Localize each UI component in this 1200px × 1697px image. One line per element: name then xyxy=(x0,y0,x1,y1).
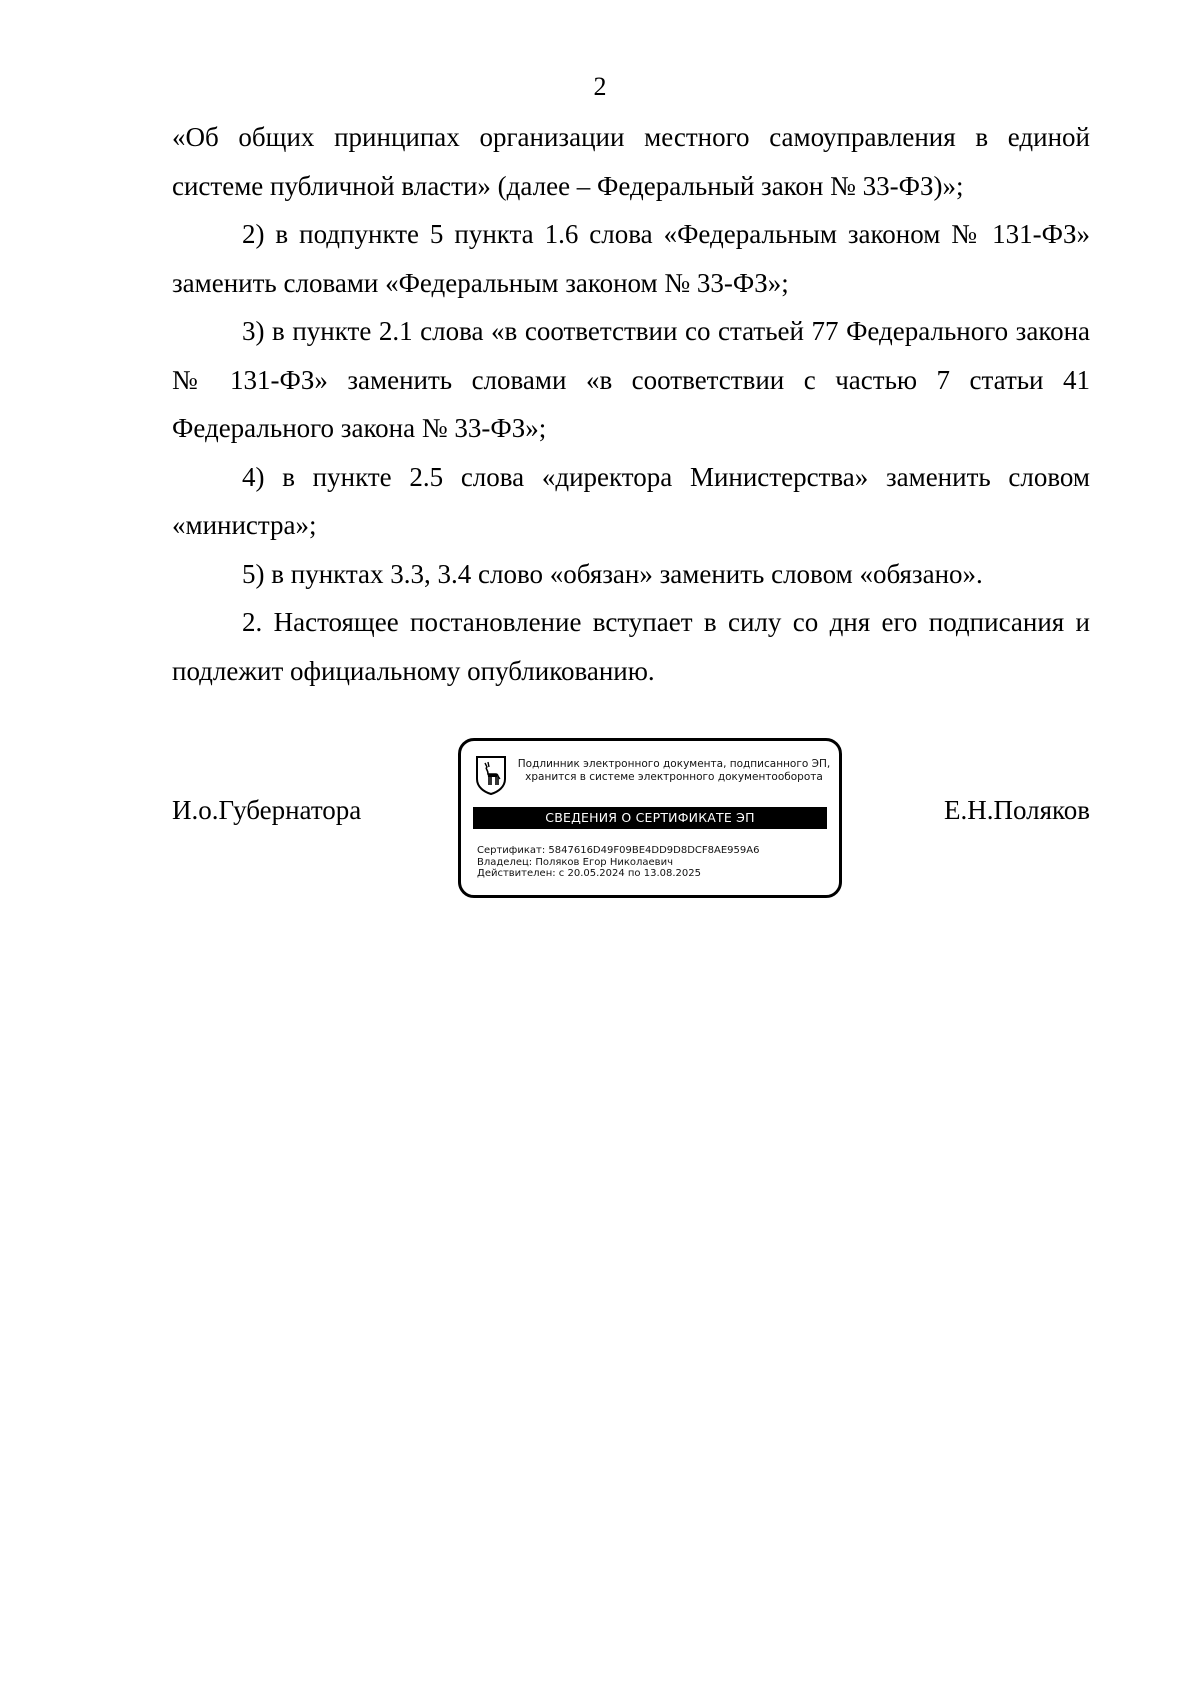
stamp-title-bar: СВЕДЕНИЯ О СЕРТИФИКАТЕ ЭП xyxy=(473,807,827,829)
certificate-owner: Владелец: Поляков Егор Николаевич xyxy=(477,856,673,868)
certificate-info xyxy=(477,845,759,880)
stamp-header-line: хранится в системе электронного документооборота xyxy=(525,771,823,783)
stamp-header xyxy=(513,758,835,784)
paragraph-continuation: «Об общих принципах организации местного самоуправления в единой системе публичной власти» (далее – Федеральный закон № 33-ФЗ)»; xyxy=(172,122,1090,201)
coat-of-arms-icon xyxy=(475,755,507,795)
page-number: 2 xyxy=(593,72,607,101)
signatory-name: Е.Н.Поляков xyxy=(943,795,1090,825)
paragraph-clause-2: 2. Настоящее постановление вступает в силу со дня его подписания и подлежит официальному опубликованию. xyxy=(172,607,1090,686)
paragraph-item-3: 3) в пункте 2.1 слова «в соответствии со статьей 77 Федерального закона № 131-ФЗ» заменить словами «в соответствии с частью 7 статьи 41 Федерального закона № 33-ФЗ»; xyxy=(172,316,1090,443)
certificate-validity: Действителен: с 20.05.2024 по 13.08.2025 xyxy=(477,868,701,879)
paragraph-item-4: 4) в пункте 2.5 слова «директора Министерства» заменить словом «министра»; xyxy=(172,461,1090,540)
electronic-signature-stamp xyxy=(458,738,842,898)
certificate-number: Сертификат: 5847616D49F09BE4DD9D8DCF8AE959A6 xyxy=(477,845,760,856)
paragraph-item-2: 2) в подпункте 5 пункта 1.6 слова «Федеральным законом № 131-ФЗ» заменить словами «Федеральным законом № 33-ФЗ»; xyxy=(172,219,1090,298)
signatory-position: И.о.Губернатора xyxy=(172,795,362,825)
stamp-header-line: Подлинник электронного документа, подписанного ЭП, xyxy=(517,758,831,770)
paragraph-item-5: 5) в пунктах 3.3, 3.4 слово «обязан» заменить словом «обязано». xyxy=(242,558,983,589)
document-body xyxy=(172,113,1090,695)
